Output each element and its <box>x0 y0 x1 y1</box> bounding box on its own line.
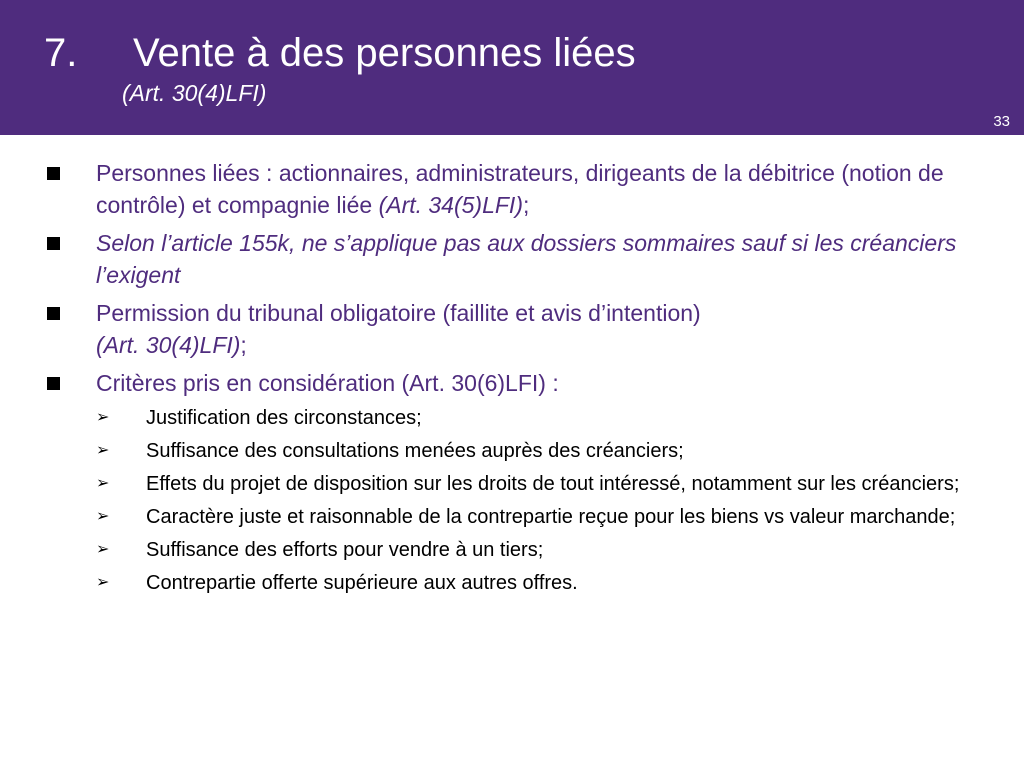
bullet-punct: ; <box>240 332 247 358</box>
bullet-article-155k <box>0 227 966 291</box>
sub-bullet-text: Contrepartie offerte supérieure aux autres offres. <box>146 572 578 594</box>
square-bullet-icon <box>47 237 60 250</box>
square-bullet-icon <box>47 377 60 390</box>
sub-bullet-text: Suffisance des efforts pour vendre à un tiers; <box>146 539 544 561</box>
sub-bullet-text: Justification des circonstances; <box>146 407 422 429</box>
arrow-bullet-icon: ➢ <box>96 541 110 558</box>
sub-bullet-text: Effets du projet de disposition sur les droits de tout intéressé, notamment sur les créanciers; <box>146 473 960 495</box>
bullet-text: Critères pris en considération (Art. 30(6)LFI) : <box>96 370 559 396</box>
bullet-reference: (Art. 34(5)LFI) <box>378 192 523 218</box>
title-number: 7. <box>44 31 78 75</box>
bullet-related-persons <box>0 157 966 221</box>
sub-bullet-text: Suffisance des consultations menées auprès des créanciers; <box>146 440 684 462</box>
sub-bullet-item <box>0 436 976 466</box>
arrow-bullet-icon: ➢ <box>96 508 110 525</box>
arrow-bullet-icon: ➢ <box>96 574 110 591</box>
square-bullet-icon <box>47 167 60 180</box>
sub-bullet-item <box>0 403 976 433</box>
sub-bullet-text: Caractère juste et raisonnable de la contrepartie reçue pour les biens vs valeur marchande; <box>146 506 956 528</box>
sub-bullet-item <box>0 568 976 598</box>
bullet-text: Personnes liées : actionnaires, administrateurs, dirigeants de la débitrice (notion de contrôle) et compagnie liée <box>96 160 944 218</box>
sub-bullet-item <box>0 469 976 499</box>
bullet-criteria <box>0 367 966 399</box>
slide-header <box>0 0 1024 135</box>
square-bullet-icon <box>47 307 60 320</box>
slide-number: 33 <box>993 113 1010 130</box>
bullet-reference: (Art. 30(4)LFI) <box>96 332 241 358</box>
sub-bullet-item <box>0 535 976 565</box>
bullet-text: Selon l’article 155k, ne s’applique pas aux dossiers sommaires sauf si les créanciers l’exigent <box>96 230 957 288</box>
slide-subtitle: (Art. 30(4)LFI) <box>122 80 267 106</box>
slide-content <box>0 157 1024 601</box>
arrow-bullet-icon: ➢ <box>96 442 110 459</box>
bullet-court-permission <box>0 297 966 361</box>
bullet-punct: ; <box>522 192 530 218</box>
sub-bullet-item <box>0 502 976 532</box>
slide-title: Vente à des personnes liées <box>133 31 636 75</box>
arrow-bullet-icon: ➢ <box>96 409 110 426</box>
arrow-bullet-icon: ➢ <box>96 475 110 492</box>
bullet-text: Permission du tribunal obligatoire (faillite et avis d’intention) <box>96 300 701 326</box>
